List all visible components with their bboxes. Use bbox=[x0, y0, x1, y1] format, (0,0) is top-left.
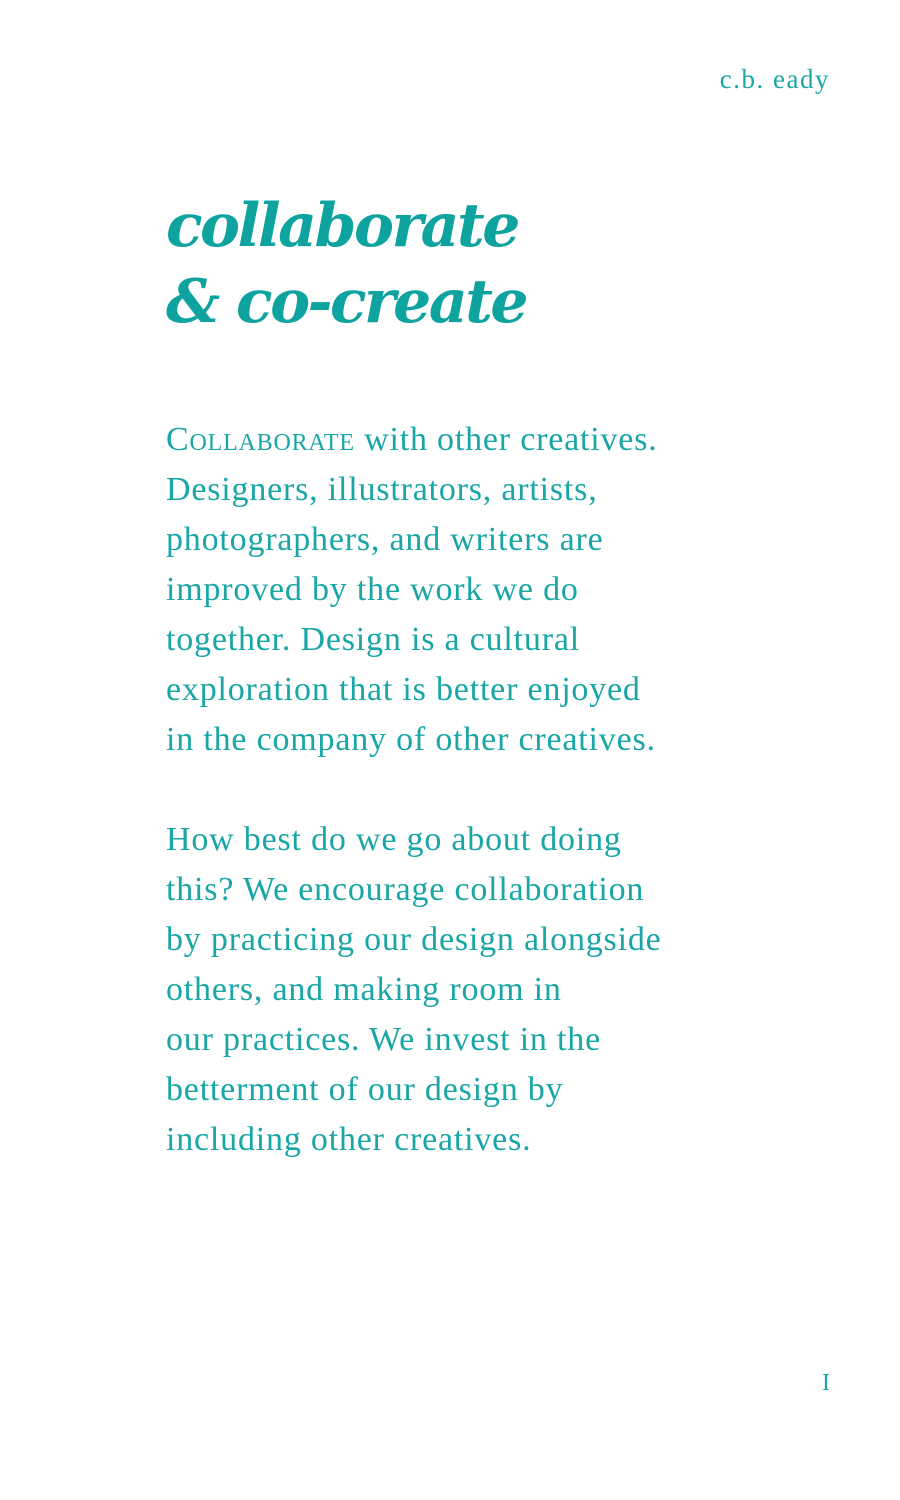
text-line bbox=[166, 415, 786, 465]
text-line: this? We encourage collaboration bbox=[166, 871, 645, 908]
title-line-2: & co-create bbox=[166, 267, 527, 337]
page-number: I bbox=[822, 1370, 830, 1396]
page-title bbox=[166, 188, 786, 340]
text-line: exploration that is better enjoyed bbox=[166, 671, 641, 708]
text-line: in the company of other creatives. bbox=[166, 721, 656, 758]
text-line: Designers, illustrators, artists, bbox=[166, 471, 598, 508]
text-line: our practices. We invest in the bbox=[166, 1021, 601, 1058]
text-line: improved by the work we do bbox=[166, 571, 579, 608]
paragraph-collaborate bbox=[166, 415, 786, 765]
text-line: How best do we go about doing bbox=[166, 821, 622, 858]
lead-word: Collaborate bbox=[166, 421, 355, 458]
text-line: others, and making room in bbox=[166, 971, 562, 1008]
text-line: by practicing our design alongside bbox=[166, 921, 662, 958]
title-line-1: collaborate bbox=[166, 191, 518, 261]
text-line-rest: with other creatives. bbox=[354, 421, 658, 458]
text-line: together. Design is a cultural bbox=[166, 621, 580, 658]
text-line: betterment of our design by bbox=[166, 1071, 564, 1108]
author-name: c.b. eady bbox=[719, 64, 830, 94]
text-line: photographers, and writers are bbox=[166, 521, 604, 558]
text-line: including other creatives. bbox=[166, 1121, 532, 1158]
paragraph-how bbox=[166, 815, 786, 1165]
